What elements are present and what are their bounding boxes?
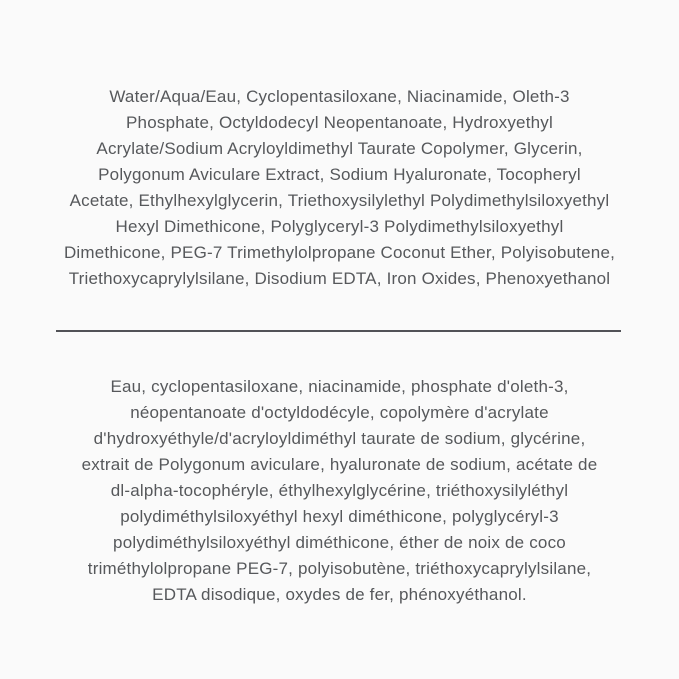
ingredient-line: Dimethicone, PEG-7 Trimethylolpropane Coconut Ether, Polyisobutene, — [63, 243, 616, 262]
ingredient-line: d'hydroxyéthyle/d'acryloyldiméthyl taurate de sodium, glycérine, — [93, 429, 586, 448]
ingredient-line: triméthylolpropane PEG-7, polyisobutène, triéthoxycaprylylsilane, — [87, 559, 592, 578]
ingredient-line: Water/Aqua/Eau, Cyclopentasiloxane, Niacinamide, Oleth-3 — [109, 87, 570, 106]
ingredient-line: Acetate, Ethylhexylglycerin, Triethoxysilylethyl Polydimethylsiloxyethyl — [69, 191, 610, 210]
ingredients-list-english — [0, 84, 679, 292]
ingredient-line: néopentanoate d'octyldodécyle, copolymère d'acrylate — [130, 403, 549, 422]
ingredient-line: Eau, cyclopentasiloxane, niacinamide, phosphate d'oleth-3, — [110, 377, 569, 396]
ingredient-line: Phosphate, Octyldodecyl Neopentanoate, Hydroxyethyl — [126, 113, 553, 132]
ingredient-line: Triethoxycaprylylsilane, Disodium EDTA, Iron Oxides, Phenoxyethanol — [68, 269, 611, 288]
ingredient-line: dl-alpha-tocophéryle, éthylhexylglycérine, triéthoxysilyléthyl — [110, 481, 569, 500]
ingredient-line: extrait de Polygonum aviculare, hyaluronate de sodium, acétate de — [81, 455, 598, 474]
ingredient-line: polydiméthylsiloxyéthyl hexyl diméthicone, polyglycéryl-3 — [120, 507, 559, 526]
ingredients-list-french — [0, 374, 679, 608]
ingredient-line: Hexyl Dimethicone, Polyglyceryl-3 Polydimethylsiloxyethyl — [115, 217, 564, 236]
ingredient-line: polydiméthylsiloxyéthyl diméthicone, éther de noix de coco — [113, 533, 566, 552]
ingredient-line: Acrylate/Sodium Acryloyldimethyl Taurate Copolymer, Glycerin, — [96, 139, 583, 158]
divider-line — [56, 330, 621, 332]
ingredient-line: Polygonum Aviculare Extract, Sodium Hyaluronate, Tocopheryl — [98, 165, 581, 184]
ingredient-line: EDTA disodique, oxydes de fer, phénoxyéthanol. — [152, 585, 527, 604]
